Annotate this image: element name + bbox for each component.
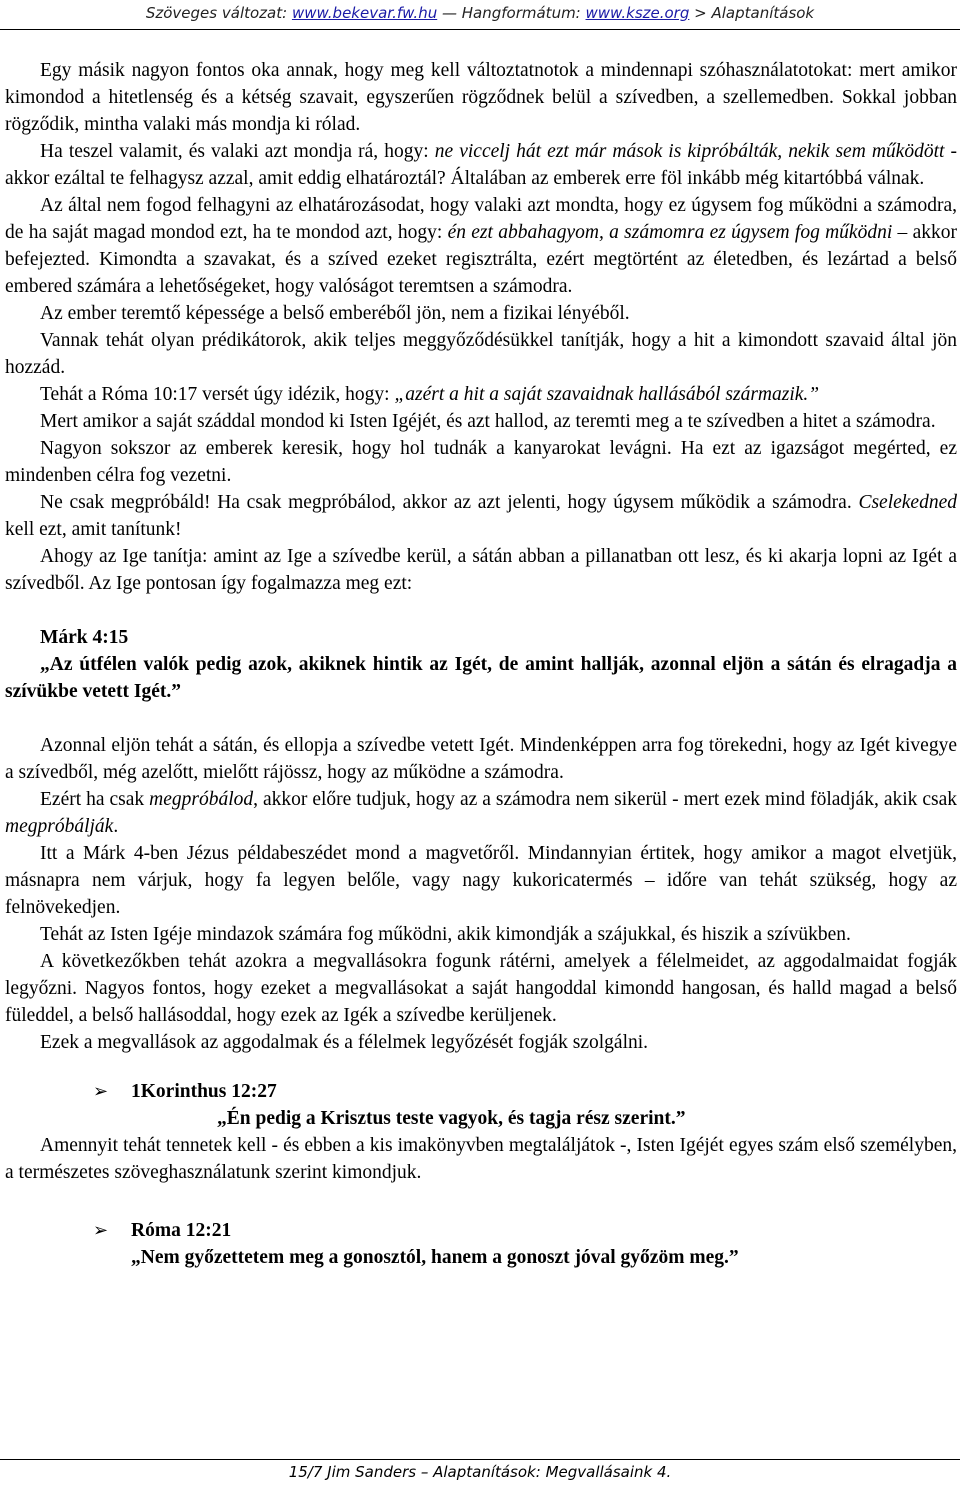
verse-reference: Márk 4:15 (40, 627, 129, 648)
paragraph: Ahogy az Ige tanítja: amint az Ige a szívedbe kerül, a sátán abban a pillanatban ott lesz, és ki akarja lopni az Igét a szívedből. Az Ige pontosan így fogalmazza meg ezt: (5, 546, 957, 594)
page-header (0, 4, 960, 22)
paragraph: Ezért ha csak megpróbálod, akkor előre tudjuk, hogy az a számodra nem sikerül - mert ezek mind föladják, akik csak megpróbálják. (5, 789, 958, 837)
paragraph: Itt a Márk 4-ben Jézus példabeszédet mond a magvetőről. Mindannyian értitek, hogy amikor a magot elvetjük, másnapra nem várjuk, hogy fa legyen belőle, vagy nagy kukoricatermés – időre van tehát szükség, hogy az felnövekedjen. (5, 843, 957, 918)
verse-quote: „Az útfélen valók pedig azok, akiknek hintik az Igét, de amint hallják, azonnal eljön a sátán és elragadja a szívükbe vetett Igét.” (5, 654, 957, 702)
paragraph: Vannak tehát olyan prédikátorok, akik teljes meggyőződésükkel tanítják, hogy a hit a kimondott szavaid által jön hozzád. (5, 330, 957, 378)
paragraph: Nagyon sokszor az emberek keresik, hogy hol tudnák a kanyarokat levágni. Ha ezt az igazságot megérted, ez mindenben célra fog vezetni. (5, 438, 957, 486)
paragraph: Tehát az Isten Igéje mindazok számára fog működni, akik kimondják a szájukkal, és hiszik a szívükben. (40, 924, 851, 945)
bullet-verse-reference: ➢ Róma 12:21 (93, 1217, 957, 1244)
link-bekevar[interactable]: www.bekevar.fw.hu (291, 4, 438, 22)
paragraph: Ne csak megpróbáld! Ha csak megpróbálod, akkor az azt jelenti, hogy úgysem működik a számodra. Cselekedned kell ezt, amit tanítunk! (5, 492, 957, 540)
paragraph: Az ember teremtő képessége a belső emberéből jön, nem a fizikai lényéből. (40, 303, 630, 324)
paragraph: Azonnal eljön tehát a sátán, és ellopja a szívedbe vetett Igét. Mindenképpen arra fog törekedni, hogy az Igét kivegye a szívedből, még azelőtt, mielőtt rájössz, hogy az működne a számodra. (5, 735, 957, 783)
arrow-bullet-icon: ➢ (93, 1081, 109, 1102)
header-suffix: > Alaptanítások (689, 4, 815, 22)
paragraph: Ha teszel valamit, és valaki azt mondja rá, hogy: ne viccelj hát ezt már mások is kipróbálták, nekik sem működött - akkor ezáltal te felhagysz azzal, amit eddig elhatároztál? Általában az emberek erre föl inkább még kitartóbbá válnak. (5, 141, 957, 189)
paragraph: Tehát a Róma 10:17 versét úgy idézik, hogy: „azért a hit a saját szavaidnak hallásából származik.” (40, 384, 820, 405)
verse-quote: „Én pedig a Krisztus teste vagyok, és tagja rész szerint.” (217, 1108, 686, 1129)
header-rule (0, 29, 960, 30)
verse-quote: „Nem győzettetem meg a gonosztól, hanem a gonoszt jóval győzöm meg.” (131, 1247, 739, 1268)
arrow-bullet-icon: ➢ (93, 1220, 109, 1241)
page-footer: 15/7 Jim Sanders – Alaptanítások: Megvallásaink 4. (288, 1463, 672, 1481)
paragraph: Az által nem fogod felhagyni az elhatározásodat, hogy valaki azt mondta, hogy ez úgysem fog működni a számodra, de ha saját magad mondod ezt, ha te mondod azt, hogy: én ezt abbahagyom, a számomra ez úgysem fog működni – akkor befejezted. Kimondta a szavakat, és a szíved ezeket regisztrálta, ezért megtörtént az életedben, és lezártad a belső embered számára a lehetőségeket, hogy valóságot teremtsen a számodra. (5, 195, 957, 297)
header-prefix: Szöveges változat: (145, 4, 292, 22)
paragraph: A következőkben tehát azokra a megvallásokra fogunk rátérni, amelyek a félelmeidet, az aggodalmaidat fogják legyőzni. Nagyos fontos, hogy ezeket a megvallásokat a saját hangoddal kimondd hangosan, és halld magad a belső füleddel, a belső hallásoddal, hogy ezek az Igék a szívedbe kerüljenek. (5, 951, 957, 1026)
paragraph: Mert amikor a saját száddal mondod ki Isten Igéjét, és azt hallod, az teremti meg a te szívedben a hitet a számodra. (40, 411, 936, 432)
paragraph: Egy másik nagyon fontos oka annak, hogy meg kell változtatnotok a mindennapi szóhasználatotokat: mert amikor kimondod a hitetlenség és a kétség szavait, egyszerűen rögződnek belül a szívedben, a szellemedben. Sokkal jobban rögződik, mintha valaki más mondja ki rólad. (5, 60, 957, 135)
header-middle: — Hangformátum: (437, 4, 586, 22)
paragraph: Amennyit tehát tennetek kell - és ebben a kis imakönyvben megtaláljátok -, Isten Igéjét egyes szám első személyben, a természetes szöveghasználatunk szerint kimondjuk. (5, 1135, 957, 1183)
document-body (5, 57, 957, 1271)
link-ksze[interactable]: www.ksze.org (585, 4, 690, 22)
paragraph: Ezek a megvallások az aggodalmak és a félelmek legyőzését fogják szolgálni. (40, 1032, 649, 1053)
footer-rule (0, 1459, 960, 1460)
bullet-verse-reference: ➢ 1Korinthus 12:27 (93, 1078, 957, 1105)
